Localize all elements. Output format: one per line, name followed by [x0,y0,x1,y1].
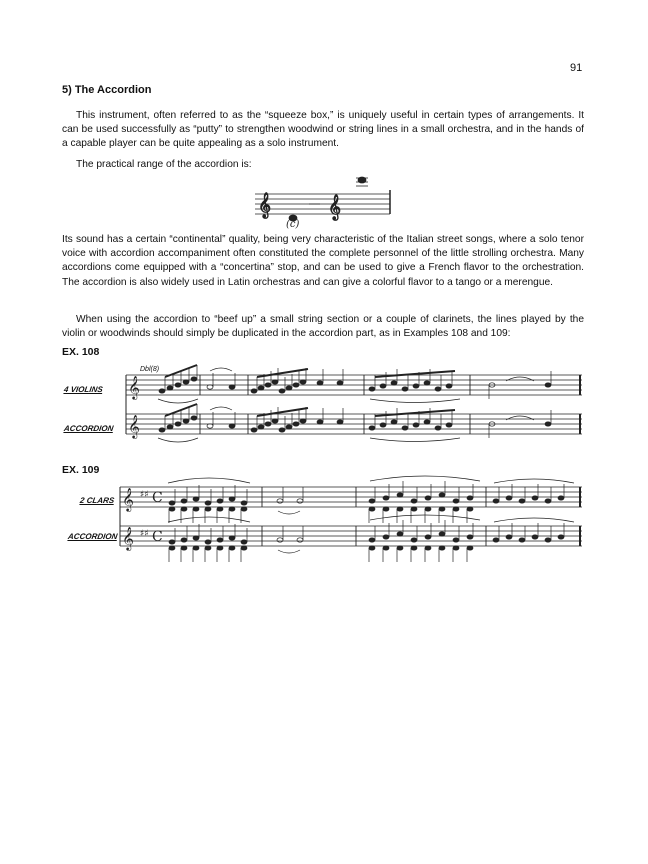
key-signature-icon: ♯♯ [140,490,149,500]
note-head [277,538,283,542]
beam [375,371,455,377]
note-head [453,499,459,503]
note-head [397,532,403,536]
note-head [493,538,499,542]
note-head [558,496,564,500]
note-head [453,507,459,511]
note-head [241,507,247,511]
note-head [258,425,264,429]
note-head [251,389,257,393]
note-head [369,387,375,391]
example-109-label: EX. 109 [62,464,100,476]
slur [494,479,574,483]
slur [168,478,250,483]
range-staff [255,177,390,230]
note-head [207,424,213,428]
slur [506,377,534,381]
note-head [183,419,189,423]
treble-clef-icon: 𝄞 [122,526,134,550]
note-head [446,423,452,427]
note-head [183,380,189,384]
paragraph-beef-up: When using the accordion to “beef up” a small string section or a couple of clarinets, the lines played by the violin or woodwinds should simply be duplicated in the accordion part, as in Examples 108 and 109: [62,314,584,340]
paragraph-intro: This instrument, often referred to as the “squeeze box,” is uniquely useful in certain types of arrangements. It can be used successfully as “putty” to strengthen woodwind or string lines in a small orchestra, and in the hands of a capable player can be quite appealing as a solo instrument. [62,110,584,150]
note-head [467,535,473,539]
note-head [545,383,551,387]
note-head [446,384,452,388]
note-head [193,497,199,501]
note-head [265,422,271,426]
note-head [229,424,235,428]
note-head [251,428,257,432]
note-head [402,387,408,391]
note-head [532,496,538,500]
common-time-icon: C [152,490,163,506]
slur [370,476,480,481]
paragraph-range: The practical range of the accordion is: [76,159,252,170]
note-head [383,535,389,539]
slur [370,399,460,403]
note-head [467,546,473,550]
note-head [175,422,181,426]
note-head [181,499,187,503]
note-head [453,538,459,542]
note-head [317,420,323,424]
note-head [369,499,375,503]
note-head [205,546,211,550]
slur [210,368,232,371]
note-head [217,538,223,542]
key-signature-icon: ♯♯ [140,529,149,539]
note-head [545,538,551,542]
note-head [411,538,417,542]
note-head [435,387,441,391]
note-head [397,546,403,550]
note-head [397,493,403,497]
note-head [383,507,389,511]
note-head [217,499,223,503]
note-head [217,507,223,511]
note-head [241,540,247,544]
note-head [425,535,431,539]
note-head [425,507,431,511]
note-head [424,381,430,385]
slur [494,518,574,522]
slur [278,511,300,514]
page-number: 91 [570,62,583,74]
note-head [435,426,441,430]
note-head [545,499,551,503]
note-head [519,538,525,542]
note-head [229,385,235,389]
note-head [205,507,211,511]
note-head [207,385,213,389]
note-head [411,546,417,550]
range-low-marking: (c) [286,219,300,230]
note-head [193,546,199,550]
note-head [337,420,343,424]
note-head [532,535,538,539]
note-head [241,546,247,550]
note-head [293,422,299,426]
example-108-label: EX. 108 [62,346,100,358]
note-head [279,428,285,432]
note-head [258,386,264,390]
note-head [297,538,303,542]
note-head [167,425,173,429]
note-head [181,538,187,542]
note-head [467,507,473,511]
note-head [169,501,175,505]
note-head [272,419,278,423]
note-head [277,499,283,503]
staff-label-violins: 4 VIOLINS [63,385,104,394]
note-head [411,499,417,503]
note-head [467,496,473,500]
note-head [193,507,199,511]
note-head [383,546,389,550]
slur [278,550,300,553]
section-heading: 5) The Accordion [62,84,152,96]
note-head [506,535,512,539]
note-head [397,507,403,511]
note-head [506,496,512,500]
note-head [439,532,445,536]
note-head [229,507,235,511]
treble-clef-icon: 𝄞 [122,487,134,511]
slur [370,438,460,442]
note-head [159,428,165,432]
note-head [545,422,551,426]
note-head [191,416,197,420]
note-head [369,507,375,511]
note-head [217,546,223,550]
note-head [424,420,430,424]
note-head [193,536,199,540]
note-head [493,499,499,503]
note-head [169,546,175,550]
note-head [439,507,445,511]
note-head [369,546,375,550]
note-head [425,546,431,550]
note-head [191,377,197,381]
note-head [229,536,235,540]
note-head [169,507,175,511]
note-head [380,384,386,388]
note-head [205,501,211,505]
treble-clef-icon: 𝄞 [128,414,140,438]
beam [257,408,308,416]
slur [210,407,232,410]
note-head [411,507,417,511]
note-head [453,546,459,550]
staff-label-accordion-109: ACCORDION [67,532,118,541]
note-head [297,499,303,503]
note-head [293,383,299,387]
doubling-marking: Dbl(8) [140,366,160,373]
common-time-icon: C [152,529,163,545]
note-head [300,419,306,423]
example-108-score [126,365,582,442]
slur [158,399,198,403]
note-head [317,381,323,385]
note-head [439,546,445,550]
note-head [369,538,375,542]
note-head [413,423,419,427]
note-head [402,426,408,430]
note-head [380,423,386,427]
staff-label-accordion-108: ACCORDION [63,424,114,433]
slur [506,416,534,420]
beam [257,369,308,377]
paragraph-sound: Its sound has a certain “continental” quality, being very characteristic of the Italian street songs, where a solo tenor voice with accordion accompaniment often constituted the complete personnel of the little strolling orchestra. Many accordions come equipped with a “concertina” stop, and can be used to give a French flavor to the orchestration. The accordion is also widely used in Latin orchestras and can give a colorful flavor to a tango or a merengue. [62,234,584,288]
note-head [391,420,397,424]
note-head [519,499,525,503]
note-head [337,381,343,385]
note-head [159,389,165,393]
beam [375,410,455,416]
note-head [229,497,235,501]
note-head [205,540,211,544]
note-head [167,386,173,390]
note-head [272,380,278,384]
treble-clef-icon: 𝄞 [128,375,140,399]
note-head [425,496,431,500]
staff-label-clarinets: 2 CLARS [79,496,115,505]
note-head [286,386,292,390]
note-head [241,501,247,505]
note-head [413,384,419,388]
note-head [558,535,564,539]
note-head [439,493,445,497]
note-head [300,380,306,384]
note-head [391,381,397,385]
slur [158,438,198,442]
note-head [383,496,389,500]
example-109-score [120,476,582,562]
treble-clef-icon: 𝄞 [328,195,342,220]
note-head [181,546,187,550]
slur [168,517,250,522]
note-head [181,507,187,511]
note-head [175,383,181,387]
note-head [265,383,271,387]
note-head [279,389,285,393]
note-head [286,425,292,429]
note-head [169,540,175,544]
treble-clef-icon: 𝄞 [258,193,272,218]
note-head [229,546,235,550]
note-head [369,426,375,430]
